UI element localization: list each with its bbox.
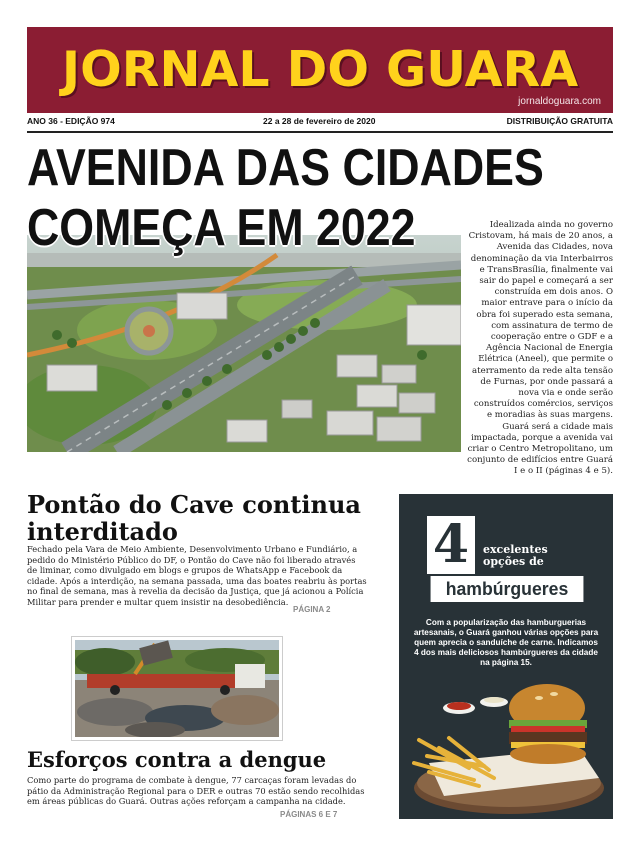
- dengue-photo: [72, 637, 282, 740]
- page-reference[interactable]: PÁGINAS 6 E 7: [280, 810, 338, 819]
- lead-paragraph: Idealizada ainda no governo Cristovam, há mais de 20 anos, a Avenida das Cidades, nova denominação da via Interbairros e TransBrasília, finalmente vai sair do papel e começará a ser construída em dois anos. O maior entrave para o início da obra foi superado esta semana, com assinatura de termo de cooperação entre o GDF e a Agência Nacional de Energia Elétrica (Aneel), que permite o aterramento da rede alta tensão de Furnas, por onde passará a nova via e onde serão construídos comércios, serviços e moradias às suas margens.: [468, 220, 613, 421]
- lead-body: [467, 220, 613, 478]
- promo-line: excelentes: [483, 543, 548, 556]
- promo-text: Com a popularização das hamburguerias artesanais, o Guará ganhou várias opções para quem aprecia o sanduíche de carne. Indicamos 4 dos mais deliciosos hambúrgueres da cidade na página 15.: [413, 618, 599, 667]
- newspaper-title: JORNAL DO GUARA: [61, 41, 579, 98]
- edition-date: 22 a 28 de fevereiro de 2020: [263, 116, 376, 126]
- burger-image: [399, 668, 613, 819]
- lead-image: [27, 235, 461, 452]
- story-body: Fechado pela Vara de Meio Ambiente, Desenvolvimento Urbano e Fundiário, a pedido do Ministério Público do DF, o Pontão do Cave não foi liberado através de liminar, como divulgado em blogs e grupos de WhatsApp e Facebook da cidade. Após a interdição, na semana passada, uma das boates reabriu às portas no final de semana, mas à revelia da decisão da Justiça, que já acionou a Polícia Militar para prender e multar quem insistir na desobediência.: [27, 544, 367, 607]
- promo-number: 4: [427, 516, 475, 574]
- story-headline[interactable]: Pontão do Cave continua interditado: [27, 490, 361, 546]
- website-url[interactable]: jornaldoguara.com: [518, 96, 601, 107]
- edition-bar: [27, 116, 613, 130]
- masthead: [27, 27, 613, 113]
- masthead-divider: [27, 131, 613, 133]
- lead-headline-line2: COMEÇA EM 2022: [27, 199, 416, 257]
- lead-paragraph: Guará será a cidade mais impactada, porque a avenida vai criar o Centro Metropolitano, um conjunto de edifícios entre Guará I e o II (páginas 4 e 5).: [467, 421, 613, 477]
- burger-promo[interactable]: [399, 494, 613, 819]
- story-body: Como parte do programa de combate à dengue, 77 carcaças foram levadas do pátio da Administração Regional para o DER e outras 70 estão sendo recolhidas em áreas públicas do Guará. Outras ações reforçam a campanha na cidade.: [27, 775, 365, 807]
- promo-line: opções de: [483, 555, 544, 568]
- promo-title: hambúrgueres: [431, 576, 584, 602]
- lead-headline-line1: AVENIDA DAS CIDADES: [27, 139, 544, 197]
- story-headline[interactable]: Esforços contra a dengue: [27, 747, 327, 772]
- distribution-note: DISTRIBUIÇÃO GRATUITA: [506, 116, 613, 126]
- page-reference[interactable]: PÁGINA 2: [293, 605, 331, 614]
- promo-subtitle: [483, 544, 548, 568]
- edition-number: ANO 36 - EDIÇÃO 974: [27, 116, 115, 126]
